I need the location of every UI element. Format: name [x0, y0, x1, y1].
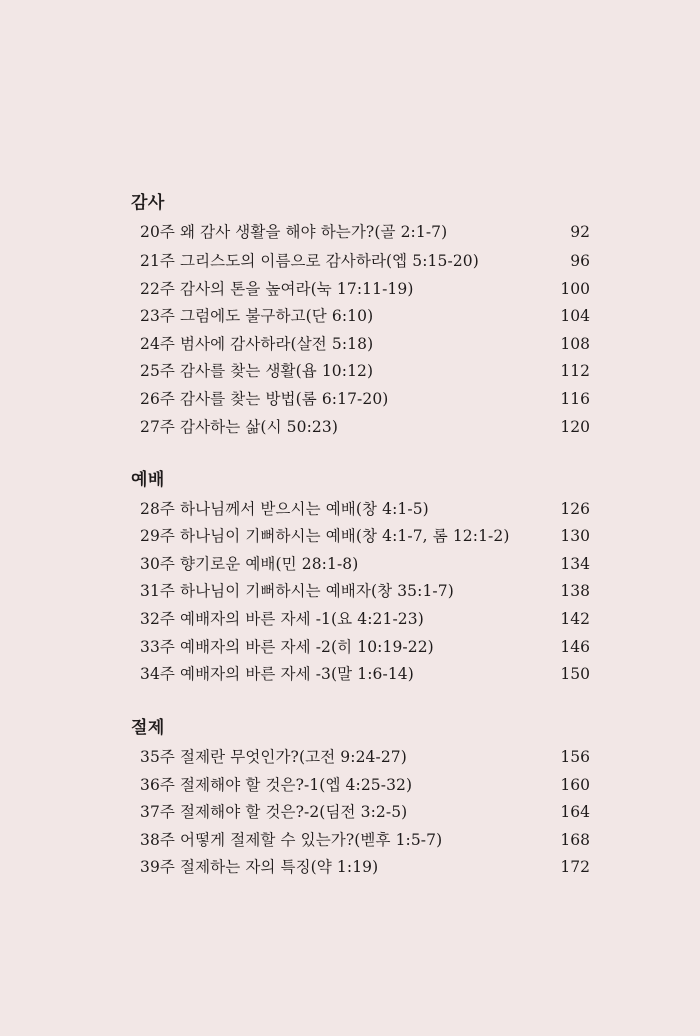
entry-title: 33주 예배자의 바른 자세 -2(히 10:19-22)	[140, 638, 434, 656]
entry-page-number: 104	[560, 307, 590, 325]
entry-page-number: 108	[560, 335, 590, 353]
toc-entry	[0, 854, 700, 880]
entry-page-number: 112	[560, 362, 590, 380]
entry-title: 23주 그럼에도 불구하고(단 6:10)	[140, 307, 374, 325]
toc-entry	[0, 744, 700, 770]
entry-title: 24주 범사에 감사하라(살전 5:18)	[140, 335, 374, 353]
entry-page-number: 126	[560, 500, 590, 518]
toc-entry	[0, 331, 700, 357]
entry-title: 29주 하나님이 기뻐하시는 예배(창 4:1-7, 롬 12:1-2)	[140, 527, 510, 545]
entry-page-number: 164	[560, 803, 590, 821]
entry-page-number: 96	[570, 252, 590, 270]
entry-page-number: 120	[560, 418, 590, 436]
entry-title: 20주 왜 감사 생활을 해야 하는가?(골 2:1-7)	[140, 223, 448, 241]
entry-page-number: 142	[560, 610, 590, 628]
entry-title: 27주 감사하는 삶(시 50:23)	[140, 418, 338, 436]
entry-page-number: 150	[560, 665, 590, 683]
entry-title: 31주 하나님이 기뻐하시는 예배자(창 35:1-7)	[140, 582, 454, 600]
entry-page-number: 146	[560, 638, 590, 656]
toc-entry	[0, 551, 700, 577]
entry-title: 26주 감사를 찾는 방법(롬 6:17-20)	[140, 390, 389, 408]
entry-title: 39주 절제하는 자의 특징(약 1:19)	[140, 858, 379, 876]
entry-title: 28주 하나님께서 받으시는 예배(창 4:1-5)	[140, 500, 429, 518]
toc-entry	[0, 634, 700, 660]
toc-entry	[0, 248, 700, 274]
entry-title: 36주 절제해야 할 것은?-1(엡 4:25-32)	[140, 776, 413, 794]
entry-page-number: 116	[560, 390, 590, 408]
toc-entry	[0, 799, 700, 825]
toc-entry	[0, 303, 700, 329]
toc-entry	[0, 386, 700, 412]
entry-title: 35주 절제란 무엇인가?(고전 9:24-27)	[140, 748, 407, 766]
toc-entry	[0, 496, 700, 522]
entry-page-number: 138	[560, 582, 590, 600]
entry-title: 32주 예배자의 바른 자세 -1(요 4:21-23)	[140, 610, 424, 628]
section-title: 절제	[131, 718, 165, 738]
entry-page-number: 160	[560, 776, 590, 794]
entry-title: 25주 감사를 찾는 생활(욥 10:12)	[140, 362, 374, 380]
entry-title: 30주 향기로운 예배(민 28:1-8)	[140, 555, 359, 573]
entry-page-number: 130	[560, 527, 590, 545]
toc-entry	[0, 523, 700, 549]
toc-entry	[0, 661, 700, 687]
entry-title: 38주 어떻게 절제할 수 있는가?(벧후 1:5-7)	[140, 831, 443, 849]
toc-entry	[0, 414, 700, 440]
toc-entry	[0, 827, 700, 853]
entry-page-number: 100	[560, 280, 590, 298]
entry-title: 37주 절제해야 할 것은?-2(딤전 3:2-5)	[140, 803, 408, 821]
toc-entry	[0, 772, 700, 798]
toc-entry	[0, 276, 700, 302]
entry-title: 34주 예배자의 바른 자세 -3(말 1:6-14)	[140, 665, 414, 683]
toc-entry	[0, 606, 700, 632]
entry-page-number: 168	[560, 831, 590, 849]
toc-entry	[0, 219, 700, 245]
toc-entry	[0, 358, 700, 384]
entry-page-number: 92	[570, 223, 590, 241]
toc-entry	[0, 578, 700, 604]
entry-title: 21주 그리스도의 이름으로 감사하라(엡 5:15-20)	[140, 252, 479, 270]
section-title: 예배	[131, 470, 165, 490]
entry-page-number: 156	[560, 748, 590, 766]
entry-page-number: 172	[560, 858, 590, 876]
section-title: 감사	[131, 193, 165, 213]
entry-page-number: 134	[560, 555, 590, 573]
entry-title: 22주 감사의 톤을 높여라(눅 17:11-19)	[140, 280, 414, 298]
